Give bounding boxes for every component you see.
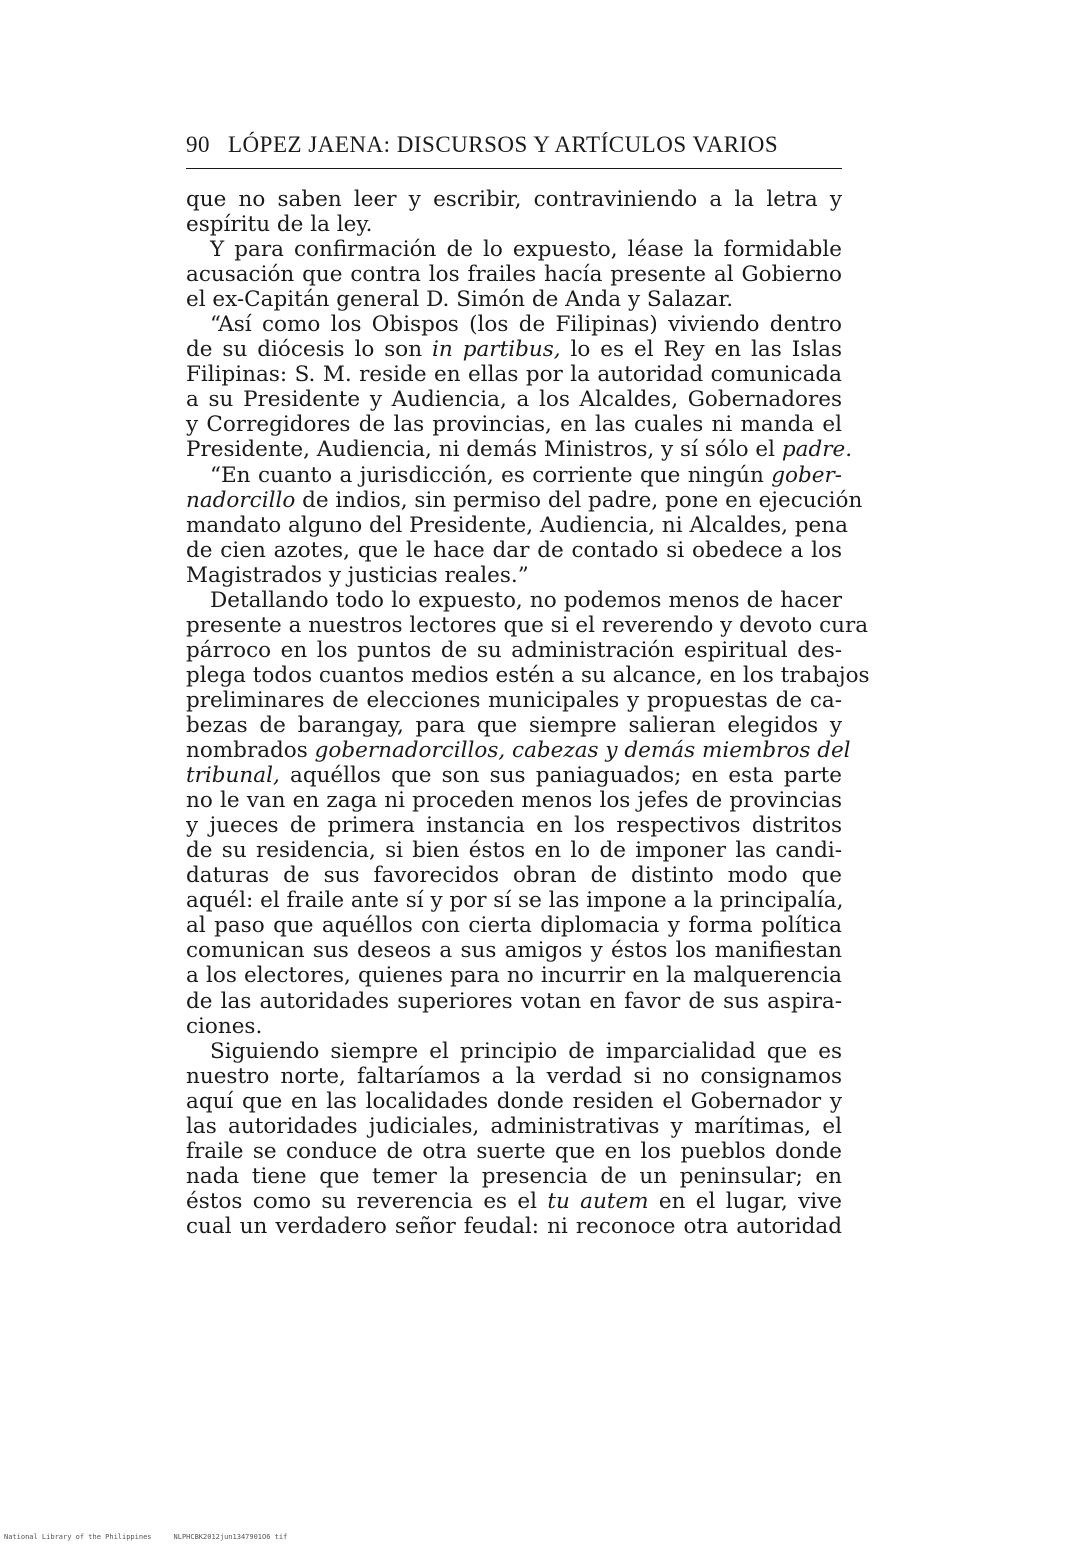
text-line: aquél: el fraile ante sí y por sí se las impone a la principalía,	[186, 888, 844, 914]
text-line: aquí que en las localidades donde residen el Gobernador y	[186, 1088, 842, 1114]
text-line: de su diócesis lo son in partibus, lo es el Rey en las Islas	[186, 337, 842, 363]
text-line: Presidente, Audiencia, ni demás Ministros, y sí sólo el padre.	[186, 437, 853, 463]
paragraph-start: Siguiendo siempre el principio de imparcialidad que es	[210, 1038, 842, 1064]
text-line: de su residencia, si bien éstos en lo de imponer las candi-	[186, 838, 842, 864]
italic-phrase: nadorcillo	[186, 487, 296, 513]
library-credit: National Library of the Philippines	[4, 1533, 152, 1541]
scan-id: NLPHCBK2012jun1347901O6 tif	[173, 1533, 288, 1541]
italic-phrase: tribunal,	[186, 763, 280, 789]
text-line: nombrados gobernadorcillos, cabezas y demás miembros del	[186, 738, 851, 764]
text-line: Filipinas: S. M. reside en ellas por la autoridad comunicada	[186, 362, 842, 388]
quote-start: “En cuanto a jurisdicción, es corriente que ningún gober-	[210, 462, 842, 488]
text-line: y Corregidores de las provincias, en las cuales ni manda el	[186, 412, 842, 438]
italic-phrase: padre.	[781, 437, 853, 463]
text-line: párroco en los puntos de su administración espiritual des-	[186, 637, 842, 663]
scan-footer	[4, 1532, 424, 1542]
text-line: a su Presidente y Audiencia, a los Alcaldes, Gobernadores	[186, 387, 842, 413]
page-number: 90	[186, 132, 210, 157]
text-line: a los electores, quienes para no incurrir en la malquerencia	[186, 963, 842, 989]
italic-phrase: tu autem	[547, 1188, 649, 1214]
text-line: daturas de sus favorecidos obran de distinto modo que	[186, 863, 842, 889]
text-line: que no saben leer y escribir, contraviniendo a la letra y	[186, 187, 842, 212]
text-line: acusación que contra los frailes hacía presente al Gobierno	[186, 262, 842, 288]
page-header	[186, 132, 842, 169]
text-line: ciones.	[186, 1013, 263, 1039]
paragraph-start: Y para confirmación de lo expuesto, léase la formidable	[210, 237, 842, 263]
text-line: plega todos cuantos medios estén a su alcance, en los trabajos	[186, 662, 870, 688]
text-line: cual un verdadero señor feudal: ni reconoce otra autoridad	[186, 1213, 842, 1239]
text-line: de las autoridades superiores votan en favor de sus aspira-	[186, 988, 842, 1014]
italic-phrase: in partibus,	[432, 337, 561, 363]
text-line: bezas de barangay, para que siempre salieran elegidos y	[186, 712, 842, 738]
text-line: al paso que aquéllos con cierta diplomacia y forma política	[186, 913, 842, 939]
text-line: Magistrados y justicias reales.”	[186, 562, 529, 588]
text-line: espíritu de la ley.	[186, 212, 373, 238]
text-line: el ex-Capitán general D. Simón de Anda y Salazar.	[186, 287, 734, 313]
italic-phrase: gobernadorcillos, cabezas y demás miembros del	[314, 738, 851, 764]
text-line: nuestro norte, faltaríamos a la verdad si no consignamos	[186, 1063, 842, 1089]
text-line: nada tiene que temer la presencia de un peninsular; en	[186, 1163, 842, 1189]
paragraph-start: Detallando todo lo expuesto, no podemos menos de hacer	[210, 587, 842, 613]
quote-start: “Así como los Obispos (los de Filipinas) viviendo dentro	[210, 312, 842, 338]
text-line: las autoridades judiciales, administrativas y marítimas, el	[186, 1113, 842, 1139]
body-text	[186, 187, 870, 1239]
text-line: mandato alguno del Presidente, Audiencia, ni Alcaldes, pena	[186, 512, 848, 538]
text-line: comunican sus deseos a sus amigos y éstos los manifiestan	[186, 938, 842, 964]
text-line: y jueces de primera instancia en los respectivos distritos	[186, 813, 842, 839]
text-line: tribunal, aquéllos que son sus paniaguados; en esta parte	[186, 763, 842, 789]
text-line: de cien azotes, que le hace dar de contado si obedece a los	[186, 537, 842, 563]
italic-phrase: gober-	[771, 462, 842, 488]
running-title: LÓPEZ JAENA: DISCURSOS Y ARTÍCULOS VARIOS	[228, 132, 779, 157]
text-line: preliminares de elecciones municipales y propuestas de ca-	[186, 687, 842, 713]
text-line: éstos como su reverencia es el tu autem en el lugar, vive	[186, 1188, 842, 1214]
text-line: presente a nuestros lectores que si el reverendo y devoto cura	[186, 612, 869, 638]
text-line: fraile se conduce de otra suerte que en los pueblos donde	[186, 1138, 842, 1164]
text-line: no le van en zaga ni proceden menos los jefes de provincias	[186, 788, 842, 814]
text-line: nadorcillo de indios, sin permiso del padre, pone en ejecución	[186, 487, 863, 513]
